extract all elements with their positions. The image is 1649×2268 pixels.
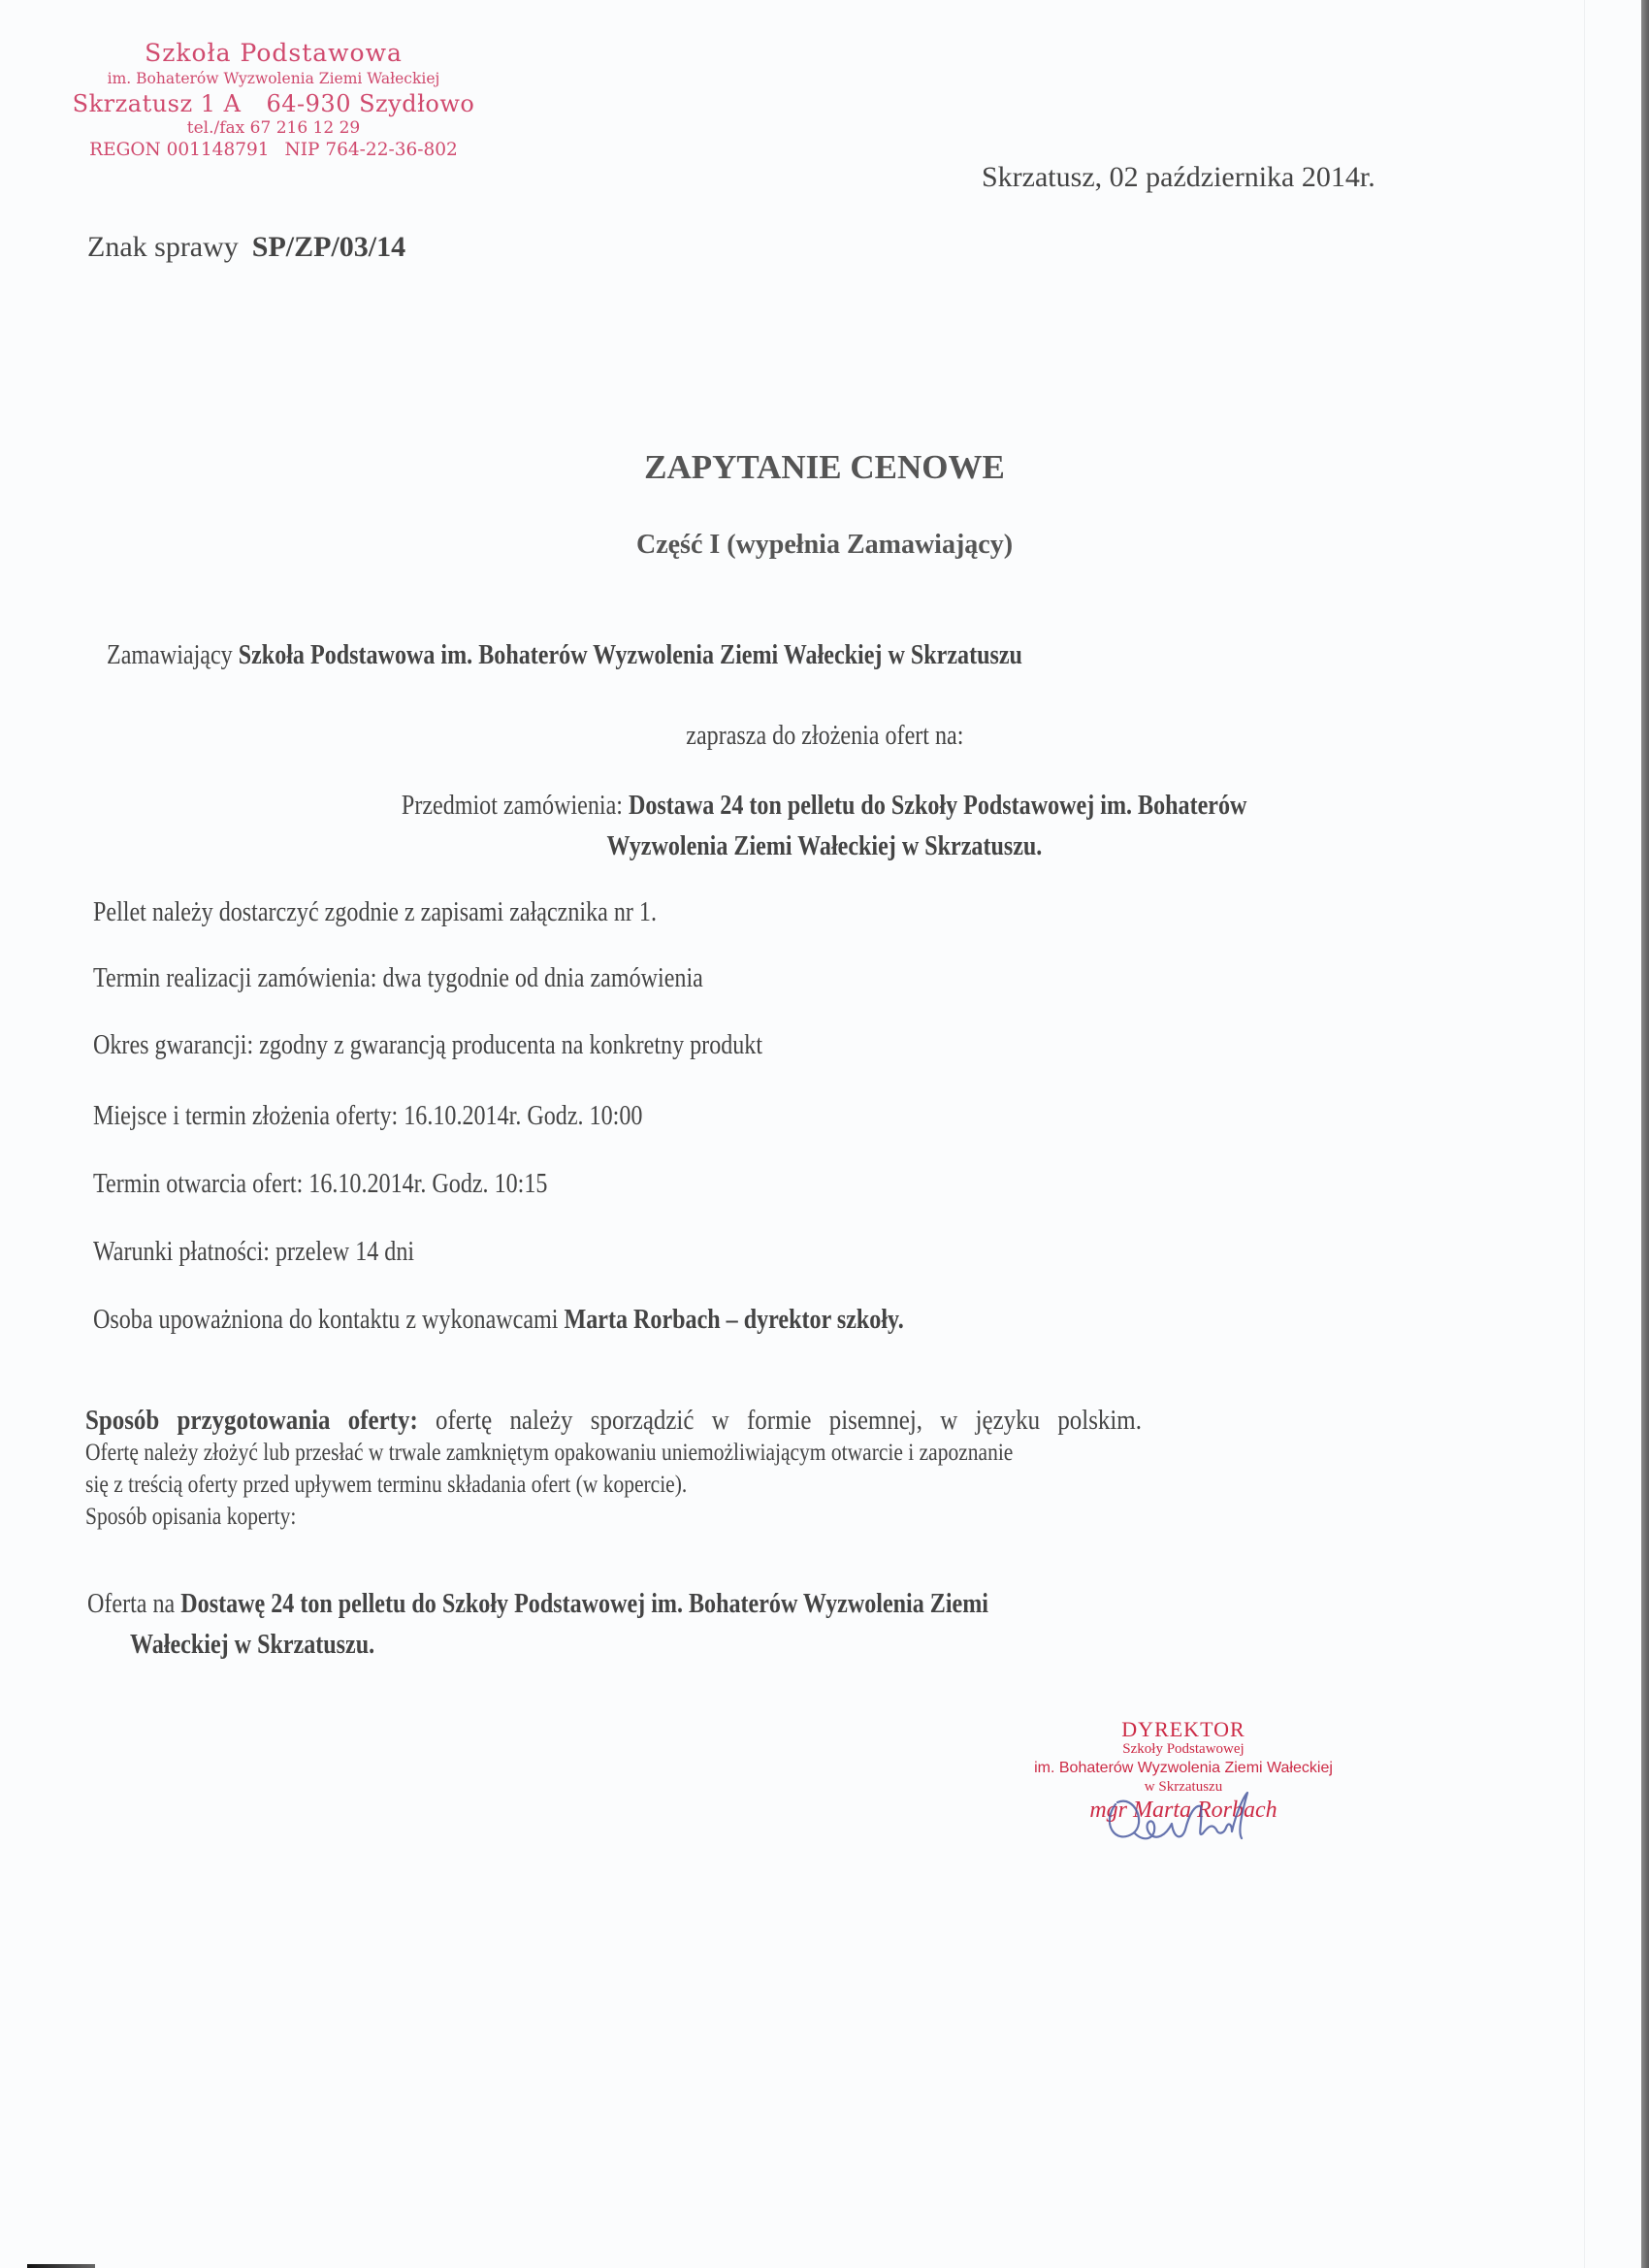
detail-warranty: Okres gwarancji: zgodny z gwarancją producenta na konkretny produkt	[93, 1030, 763, 1060]
signature-stroke	[1110, 1793, 1247, 1838]
scan-artifact	[27, 2264, 95, 2268]
stamp-phone: tel./fax 67 216 12 29	[186, 118, 361, 138]
school-header-stamp	[70, 39, 477, 163]
envelope-line1: Dostawę 24 ton pelletu do Szkoły Podstawowej im. Bohaterów Wyzwolenia Ziemi	[180, 1589, 989, 1619]
order-subject	[0, 786, 1649, 867]
detail-submission-deadline: Miejsce i termin złożenia oferty: 16.10.2014r. Godz. 10:00	[93, 1101, 643, 1131]
ordering-party-label: Zamawiający	[107, 640, 233, 670]
document-subtitle: Część I (wypełnia Zamawiający)	[635, 530, 1014, 560]
preparation-line2: Ofertę należy złożyć lub przesłać w trwale zamkniętym opakowaniu uniemożliwiającym otwarcie i zapoznanie	[85, 1440, 1014, 1466]
preparation-line4: Sposób opisania koperty:	[85, 1504, 297, 1530]
envelope-description	[87, 1584, 1135, 1666]
preparation-label: Sposób przygotowania oferty:	[85, 1405, 418, 1436]
director-stamp-school: Szkoły Podstawowej	[1122, 1741, 1245, 1757]
order-subject-line1: Dostawa 24 ton pelletu do Szkoły Podstawowej im. Bohaterów	[629, 791, 1247, 821]
case-reference-label: Znak sprawy	[87, 231, 239, 263]
order-subject-label: Przedmiot zamówienia:	[402, 791, 624, 821]
stamp-registry	[70, 138, 477, 163]
handwritten-signature	[1096, 1785, 1261, 1853]
stamp-nip: NIP 764-22-36-802	[284, 140, 458, 160]
director-stamp-location: w Skrzatuszu	[1144, 1779, 1223, 1795]
preparation-line3: się z treścią oferty przed upływem terminu składania ofert (w kopercie).	[85, 1472, 688, 1498]
stamp-school-patron: im. Bohaterów Wyzwolenia Ziemi Wałeckiej	[107, 70, 440, 87]
contact-label: Osoba upoważniona do kontaktu z wykonawcami	[93, 1305, 559, 1335]
detail-completion-term: Termin realizacji zamówienia: dwa tygodnie od dnia zamówienia	[93, 963, 703, 993]
detail-delivery-terms: Pellet należy dostarczyć zgodnie z zapisami załącznika nr 1.	[93, 897, 657, 927]
preparation-line1: ofertę należy sporządzić w formie pisemnej, w języku polskim.	[436, 1405, 1142, 1436]
director-stamp-title: DYREKTOR	[1121, 1717, 1245, 1741]
contact-person	[93, 1305, 1036, 1336]
director-stamp-name: mgr Marta Rorbach	[1089, 1798, 1277, 1823]
envelope-prefix: Oferta na	[87, 1589, 176, 1619]
stamp-postal-city: 64-930 Szydłowo	[266, 90, 475, 117]
case-reference	[87, 231, 405, 264]
ordering-party	[107, 640, 1172, 671]
scan-edge-shadow	[1641, 0, 1649, 2268]
stamp-regon: REGON 001148791	[89, 140, 270, 160]
document-title: ZAPYTANIE CENOWE	[644, 448, 1005, 486]
envelope-line2: Wałeckiej w Skrzatuszu.	[130, 1630, 375, 1660]
contact-value: Marta Rorbach – dyrektor szkoły.	[564, 1305, 904, 1335]
offer-preparation	[85, 1405, 1434, 1533]
scan-edge-line	[1584, 0, 1585, 2268]
stamp-school-name: Szkoła Podstawowa	[145, 39, 403, 67]
order-subject-line2: Wyzwolenia Ziemi Wałeckiej w Skrzatuszu.	[606, 831, 1043, 861]
stamp-address	[70, 89, 477, 118]
director-stamp-patron: im. Bohaterów Wyzwolenia Ziemi Wałeckiej	[1034, 1760, 1333, 1776]
place-and-date: Skrzatusz, 02 października 2014r.	[982, 161, 1375, 193]
detail-opening-date: Termin otwarcia ofert: 16.10.2014r. Godz. 10:15	[93, 1169, 548, 1199]
detail-payment-terms: Warunki płatności: przelew 14 dni	[93, 1237, 415, 1267]
invitation-text: zaprasza do złożenia ofert na:	[685, 721, 964, 751]
stamp-street: Skrzatusz 1 A	[72, 90, 242, 117]
case-reference-value: SP/ZP/03/14	[251, 231, 406, 263]
ordering-party-name: Szkoła Podstawowa im. Bohaterów Wyzwolenia Ziemi Wałeckiej w Skrzatuszu	[238, 640, 1022, 670]
